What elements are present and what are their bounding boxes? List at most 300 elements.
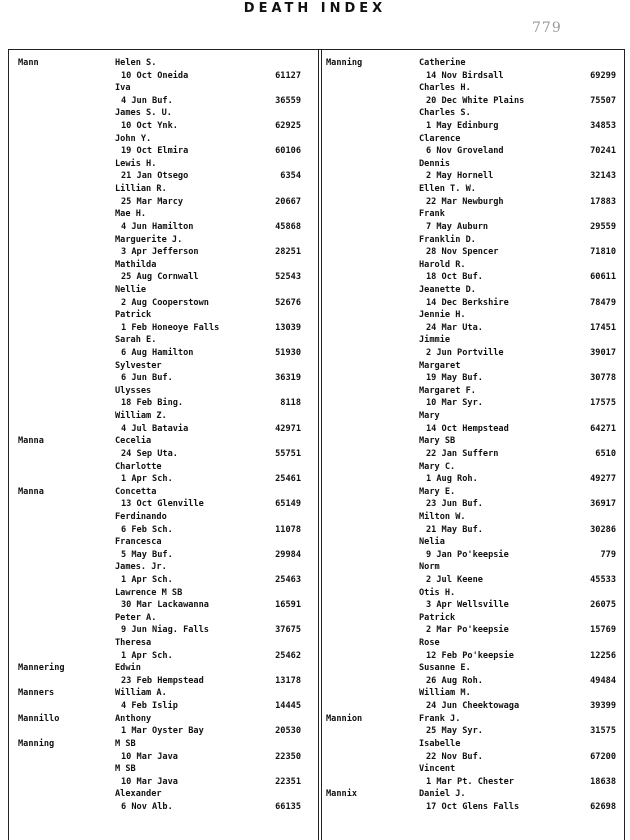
given-name: Anthony <box>115 713 152 724</box>
death-date-place: 25 May Syr. <box>426 726 483 737</box>
name-row <box>326 334 622 347</box>
death-date-place: 2 Aug Cooperstown <box>121 297 209 308</box>
certificate-number: 17883 <box>590 196 616 207</box>
certificate-number: 60611 <box>590 272 616 283</box>
given-name: John Y. <box>115 133 152 144</box>
given-name: Nellie <box>115 284 147 295</box>
entry-row <box>18 170 314 183</box>
death-date-place: 30 Mar Lackawanna <box>121 600 209 611</box>
certificate-number: 31575 <box>590 726 616 737</box>
entry-row <box>18 322 314 335</box>
entry-row <box>326 120 622 133</box>
death-date-place: 10 Oct Oneida <box>121 70 189 81</box>
given-name: Jeanette D. <box>419 284 476 295</box>
certificate-number: 61127 <box>275 70 301 81</box>
certificate-number: 17575 <box>590 398 616 409</box>
entry-row <box>326 70 622 83</box>
name-row <box>326 410 622 423</box>
entry-row <box>326 397 622 410</box>
name-row <box>18 158 314 171</box>
certificate-number: 36559 <box>275 95 301 106</box>
death-date-place: 2 Mar Po'keepsie <box>426 625 509 636</box>
death-date-place: 6 Nov Alb. <box>121 801 173 812</box>
given-name: Lewis H. <box>115 158 157 169</box>
name-row <box>18 788 314 801</box>
name-row <box>18 410 314 423</box>
page-title: DEATH INDEX <box>243 1 387 16</box>
certificate-number: 52543 <box>275 272 301 283</box>
given-name: Norm <box>419 562 440 573</box>
entry-row <box>18 397 314 410</box>
entry-row <box>18 498 314 511</box>
entry-row <box>18 448 314 461</box>
death-date-place: 10 Mar Syr. <box>426 398 483 409</box>
death-date-place: 1 Mar Pt. Chester <box>426 776 514 787</box>
given-name: Alexander <box>115 789 162 800</box>
name-row <box>326 183 622 196</box>
entry-row <box>18 700 314 713</box>
surname: Mannering <box>18 663 65 674</box>
name-row <box>326 259 622 272</box>
entry-row <box>18 95 314 108</box>
entry-row <box>18 725 314 738</box>
entry-row <box>326 700 622 713</box>
given-name: Charles H. <box>419 83 471 94</box>
death-date-place: 7 May Auburn <box>426 221 489 232</box>
given-name: Rose <box>419 638 440 649</box>
surname: Mannillo <box>18 713 60 724</box>
certificate-number: 8118 <box>280 398 301 409</box>
certificate-number: 25462 <box>275 650 301 661</box>
certificate-number: 36917 <box>590 499 616 510</box>
certificate-number: 39399 <box>590 701 616 712</box>
given-name: Mae H. <box>115 209 147 220</box>
name-row <box>326 788 622 801</box>
entry-row <box>326 372 622 385</box>
given-name: Otis H. <box>419 587 456 598</box>
death-date-place: 21 Jan Otsego <box>121 171 189 182</box>
given-name: Mary <box>419 411 440 422</box>
death-date-place: 10 Oct Ynk. <box>121 121 178 132</box>
death-date-place: 14 Nov Birdsall <box>426 70 504 81</box>
death-date-place: 9 Jun Niag. Falls <box>121 625 209 636</box>
death-date-place: 2 May Hornell <box>426 171 494 182</box>
given-name: Theresa <box>115 638 152 649</box>
death-date-place: 20 Dec White Plains <box>426 95 525 106</box>
name-row <box>18 309 314 322</box>
certificate-number: 64271 <box>590 423 616 434</box>
name-row <box>18 234 314 247</box>
entry-row <box>326 776 622 789</box>
given-name: Nelia <box>419 537 445 548</box>
entry-row <box>326 448 622 461</box>
name-row <box>326 284 622 297</box>
certificate-number: 20667 <box>275 196 301 207</box>
death-date-place: 1 Apr Sch. <box>121 474 173 485</box>
certificate-number: 18638 <box>590 776 616 787</box>
death-date-place: 9 Jan Po'keepsie <box>426 549 509 560</box>
certificate-number: 71810 <box>590 247 616 258</box>
given-name: Marguerite J. <box>115 234 183 245</box>
name-row <box>18 107 314 120</box>
entry-row <box>18 675 314 688</box>
name-row <box>326 612 622 625</box>
entry-row <box>18 599 314 612</box>
given-name: Ferdinando <box>115 511 167 522</box>
name-row <box>18 461 314 474</box>
death-date-place: 2 Jun Portville <box>426 348 504 359</box>
death-date-place: 6 Feb Sch. <box>121 524 173 535</box>
certificate-number: 22351 <box>275 776 301 787</box>
name-row <box>326 158 622 171</box>
name-row <box>18 133 314 146</box>
given-name: Francesca <box>115 537 162 548</box>
certificate-number: 22350 <box>275 751 301 762</box>
certificate-number: 62925 <box>275 121 301 132</box>
certificate-number: 25461 <box>275 474 301 485</box>
surname: Manning <box>18 738 55 749</box>
death-date-place: 26 Aug Roh. <box>426 675 483 686</box>
name-row <box>326 687 622 700</box>
left-column <box>18 57 314 814</box>
death-date-place: 6 Nov Groveland <box>426 146 504 157</box>
entry-row <box>326 271 622 284</box>
death-date-place: 5 May Buf. <box>121 549 173 560</box>
given-name: Mary C. <box>419 461 456 472</box>
certificate-number: 29984 <box>275 549 301 560</box>
given-name: James S. U. <box>115 108 172 119</box>
certificate-number: 16591 <box>275 600 301 611</box>
certificate-number: 17451 <box>590 322 616 333</box>
entry-row <box>18 372 314 385</box>
certificate-number: 45868 <box>275 221 301 232</box>
death-date-place: 6 Aug Hamilton <box>121 348 194 359</box>
entry-row <box>326 574 622 587</box>
certificate-number: 20530 <box>275 726 301 737</box>
death-date-place: 21 May Buf. <box>426 524 483 535</box>
name-row <box>326 561 622 574</box>
name-row <box>326 360 622 373</box>
certificate-number: 69299 <box>590 70 616 81</box>
entry-row <box>18 271 314 284</box>
certificate-number: 14445 <box>275 701 301 712</box>
name-row <box>326 637 622 650</box>
given-name: Patrick <box>419 612 456 623</box>
certificate-number: 39017 <box>590 348 616 359</box>
entry-row <box>326 650 622 663</box>
name-row <box>326 309 622 322</box>
name-row <box>18 561 314 574</box>
given-name: Edwin <box>115 663 141 674</box>
death-date-place: 25 Aug Cornwall <box>121 272 199 283</box>
name-row <box>18 511 314 524</box>
entry-row <box>18 120 314 133</box>
death-date-place: 4 Jun Hamilton <box>121 221 194 232</box>
entry-row <box>18 776 314 789</box>
given-name: William Z. <box>115 411 167 422</box>
name-row <box>326 57 622 70</box>
given-name: Clarence <box>419 133 461 144</box>
name-row <box>326 435 622 448</box>
name-row <box>18 536 314 549</box>
entry-row <box>18 624 314 637</box>
certificate-number: 36319 <box>275 373 301 384</box>
given-name: James. Jr. <box>115 562 167 573</box>
death-date-place: 1 May Edinburg <box>426 121 499 132</box>
entry-row <box>326 145 622 158</box>
death-date-place: 1 Apr Sch. <box>121 650 173 661</box>
death-date-place: 19 May Buf. <box>426 373 483 384</box>
death-date-place: 18 Feb Bing. <box>121 398 184 409</box>
death-date-place: 1 Mar Oyster Bay <box>121 726 204 737</box>
death-date-place: 1 Aug Roh. <box>426 474 478 485</box>
entry-row <box>326 801 622 814</box>
name-row <box>18 385 314 398</box>
certificate-number: 13039 <box>275 322 301 333</box>
given-name: William A. <box>115 688 167 699</box>
entry-row <box>326 221 622 234</box>
death-date-place: 23 Feb Hempstead <box>121 675 204 686</box>
death-date-place: 3 Apr Wellsville <box>426 600 509 611</box>
surname: Manna <box>18 436 44 447</box>
entry-row <box>18 70 314 83</box>
entry-row <box>326 347 622 360</box>
certificate-number: 26075 <box>590 600 616 611</box>
death-date-place: 23 Jun Buf. <box>426 499 483 510</box>
surname: Mannix <box>326 789 358 800</box>
surname: Manners <box>18 688 55 699</box>
death-date-place: 4 Jun Buf. <box>121 95 173 106</box>
certificate-number: 13178 <box>275 675 301 686</box>
death-date-place: 13 Oct Glenville <box>121 499 204 510</box>
given-name: Sarah E. <box>115 335 157 346</box>
given-name: M SB <box>115 764 136 775</box>
name-row <box>18 486 314 499</box>
given-name: M SB <box>115 738 136 749</box>
death-date-place: 22 Mar Newburgh <box>426 196 504 207</box>
given-name: Margaret F. <box>419 385 476 396</box>
certificate-number: 52676 <box>275 297 301 308</box>
given-name: Franklin D. <box>419 234 476 245</box>
entry-row <box>326 95 622 108</box>
name-row <box>326 587 622 600</box>
name-row <box>326 234 622 247</box>
name-row <box>18 687 314 700</box>
entry-row <box>326 675 622 688</box>
given-name: Frank <box>419 209 445 220</box>
entry-row <box>326 473 622 486</box>
given-name: Frank J. <box>419 713 461 724</box>
given-name: Harold R. <box>419 259 466 270</box>
given-name: Jennie H. <box>419 310 466 321</box>
given-name: Helen S. <box>115 58 157 68</box>
name-row <box>326 511 622 524</box>
certificate-number: 6354 <box>280 171 301 182</box>
entry-row <box>326 524 622 537</box>
entry-row <box>326 297 622 310</box>
entry-row <box>18 246 314 259</box>
surname: Manna <box>18 486 44 497</box>
death-date-place: 1 Feb Honeoye Falls <box>121 322 220 333</box>
name-row <box>326 713 622 726</box>
death-date-place: 6 Jun Buf. <box>121 373 173 384</box>
death-date-place: 22 Nov Buf. <box>426 751 483 762</box>
death-date-place: 24 Jun Cheektowaga <box>426 701 520 712</box>
entry-row <box>326 751 622 764</box>
certificate-number: 779 <box>600 549 616 560</box>
entry-row <box>326 170 622 183</box>
certificate-number: 11078 <box>275 524 301 535</box>
certificate-number: 62698 <box>590 801 616 812</box>
death-date-place: 19 Oct Elmira <box>121 146 189 157</box>
certificate-number: 32143 <box>590 171 616 182</box>
name-row <box>18 183 314 196</box>
certificate-number: 29559 <box>590 221 616 232</box>
death-date-place: 12 Feb Po'keepsie <box>426 650 514 661</box>
given-name: Cecelia <box>115 436 152 447</box>
certificate-number: 49277 <box>590 474 616 485</box>
death-date-place: 14 Oct Hempstead <box>426 423 509 434</box>
column-divider <box>318 49 322 840</box>
given-name: Jimmie <box>419 335 451 346</box>
certificate-number: 42971 <box>275 423 301 434</box>
name-row <box>18 662 314 675</box>
surname: Manning <box>326 58 363 68</box>
certificate-number: 51930 <box>275 348 301 359</box>
certificate-number: 37675 <box>275 625 301 636</box>
entry-row <box>326 549 622 562</box>
given-name: Mary SB <box>419 436 456 447</box>
name-row <box>18 57 314 70</box>
name-row <box>326 738 622 751</box>
name-row <box>326 763 622 776</box>
certificate-number: 75507 <box>590 95 616 106</box>
name-row <box>326 208 622 221</box>
surname: Mann <box>18 58 39 68</box>
death-date-place: 4 Feb Islip <box>121 701 178 712</box>
given-name: Patrick <box>115 310 152 321</box>
given-name: Ulysses <box>115 385 152 396</box>
page-number: 779 <box>532 20 562 36</box>
death-date-place: 17 Oct Glens Falls <box>426 801 520 812</box>
name-row <box>326 536 622 549</box>
certificate-number: 70241 <box>590 146 616 157</box>
name-row <box>18 259 314 272</box>
certificate-number: 55751 <box>275 448 301 459</box>
entry-row <box>18 574 314 587</box>
given-name: Ellen T. W. <box>419 184 476 195</box>
given-name: Margaret <box>419 360 461 371</box>
entry-row <box>18 524 314 537</box>
certificate-number: 67200 <box>590 751 616 762</box>
name-row <box>18 334 314 347</box>
name-row <box>326 107 622 120</box>
entry-row <box>18 650 314 663</box>
given-name: Vincent <box>419 764 456 775</box>
given-name: Milton W. <box>419 511 466 522</box>
entry-row <box>18 801 314 814</box>
certificate-number: 60106 <box>275 146 301 157</box>
name-row <box>18 637 314 650</box>
certificate-number: 78479 <box>590 297 616 308</box>
entry-row <box>18 549 314 562</box>
death-date-place: 4 Jul Batavia <box>121 423 189 434</box>
surname: Mannion <box>326 713 363 724</box>
death-date-place: 18 Oct Buf. <box>426 272 483 283</box>
entry-row <box>18 473 314 486</box>
name-row <box>18 612 314 625</box>
name-row <box>18 284 314 297</box>
given-name: Mathilda <box>115 259 157 270</box>
name-row <box>18 360 314 373</box>
certificate-number: 25463 <box>275 574 301 585</box>
name-row <box>18 435 314 448</box>
name-row <box>326 486 622 499</box>
name-row <box>18 738 314 751</box>
entry-row <box>326 599 622 612</box>
given-name: Lawrence M SB <box>115 587 183 598</box>
certificate-number: 15769 <box>590 625 616 636</box>
entry-row <box>326 423 622 436</box>
given-name: Sylvester <box>115 360 162 371</box>
given-name: Iva <box>115 83 131 94</box>
name-row <box>326 461 622 474</box>
death-date-place: 24 Sep Uta. <box>121 448 178 459</box>
given-name: Lillian R. <box>115 184 167 195</box>
entry-row <box>326 246 622 259</box>
given-name: Peter A. <box>115 612 157 623</box>
entry-row <box>326 498 622 511</box>
certificate-number: 30286 <box>590 524 616 535</box>
certificate-number: 66135 <box>275 801 301 812</box>
entry-row <box>326 624 622 637</box>
death-date-place: 28 Nov Spencer <box>426 247 499 258</box>
death-date-place: 10 Mar Java <box>121 776 178 787</box>
death-date-place: 3 Apr Jefferson <box>121 247 199 258</box>
name-row <box>18 763 314 776</box>
death-date-place: 25 Mar Marcy <box>121 196 184 207</box>
given-name: Isabelle <box>419 738 461 749</box>
name-row <box>18 208 314 221</box>
entry-row <box>18 347 314 360</box>
entry-row <box>18 221 314 234</box>
certificate-number: 28251 <box>275 247 301 258</box>
certificate-number: 45533 <box>590 574 616 585</box>
name-row <box>326 385 622 398</box>
name-row <box>18 587 314 600</box>
given-name: Charles S. <box>419 108 471 119</box>
given-name: Daniel J. <box>419 789 466 800</box>
death-date-place: 10 Mar Java <box>121 751 178 762</box>
given-name: Susanne E. <box>419 663 471 674</box>
entry-row <box>18 423 314 436</box>
given-name: Concetta <box>115 486 157 497</box>
entry-row <box>326 196 622 209</box>
certificate-number: 6510 <box>595 448 616 459</box>
given-name: Mary E. <box>419 486 456 497</box>
entry-row <box>326 725 622 738</box>
name-row <box>326 82 622 95</box>
given-name: Charlotte <box>115 461 162 472</box>
given-name: Catherine <box>419 58 466 68</box>
entry-row <box>326 322 622 335</box>
death-date-place: 24 Mar Uta. <box>426 322 483 333</box>
right-column <box>326 57 622 814</box>
name-row <box>18 82 314 95</box>
entry-row <box>18 145 314 158</box>
name-row <box>326 133 622 146</box>
name-row <box>326 662 622 675</box>
